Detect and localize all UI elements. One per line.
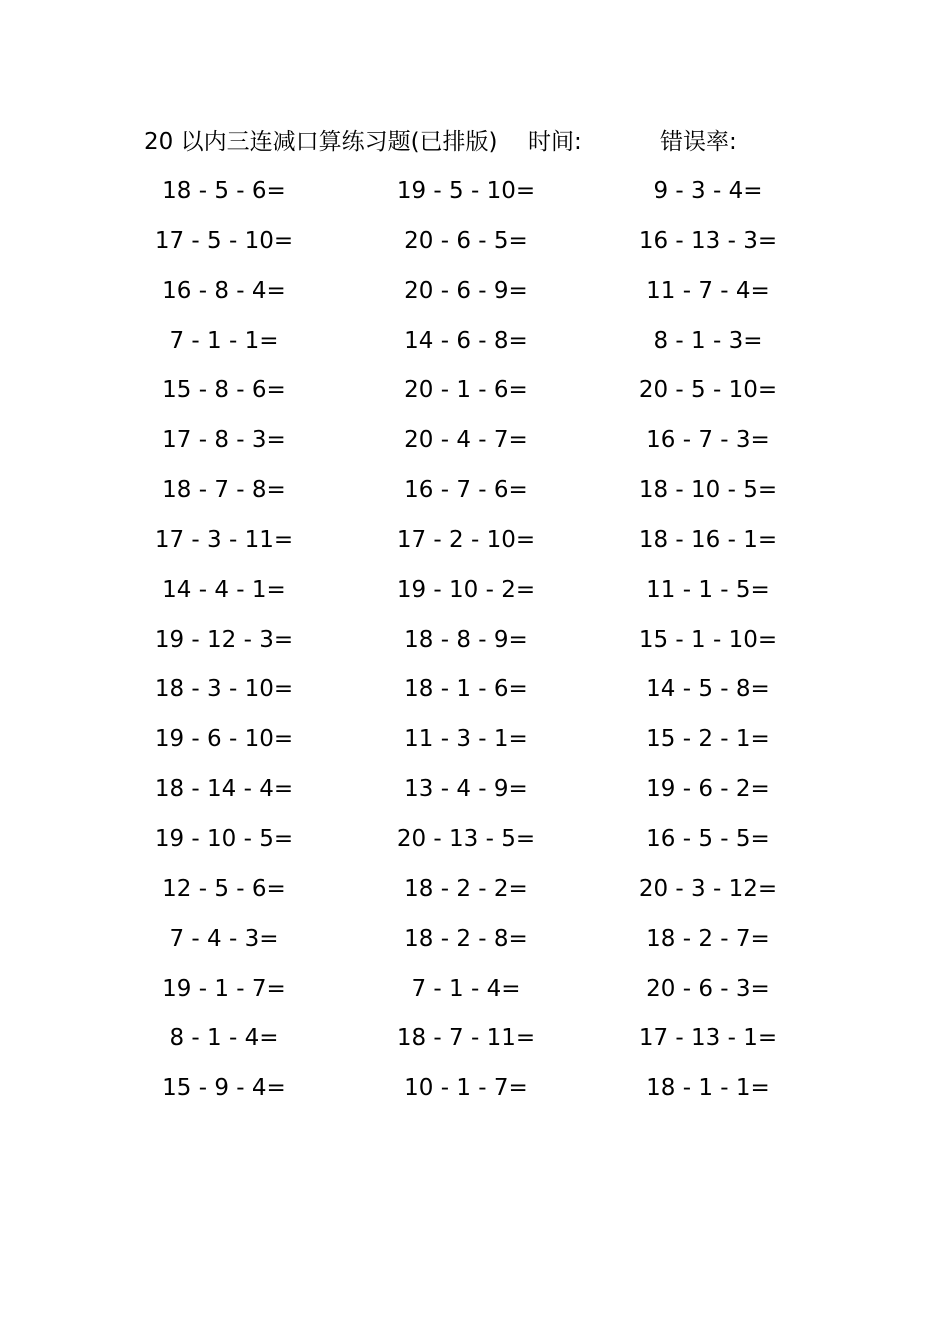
- problem-item: 20 - 6 - 9=: [404, 277, 528, 304]
- problem-row: [0, 471, 950, 521]
- problem-row: [0, 621, 950, 671]
- problem-item: 18 - 14 - 4=: [154, 776, 294, 803]
- problem-row: [0, 222, 950, 272]
- problem-row: [0, 272, 950, 322]
- problem-item: 18 - 1 - 6=: [404, 676, 528, 703]
- problem-item: 20 - 6 - 3=: [646, 975, 770, 1002]
- problem-item: 17 - 3 - 11=: [154, 526, 294, 553]
- problem-item: 16 - 8 - 4=: [162, 277, 286, 304]
- problem-item: 16 - 5 - 5=: [646, 825, 770, 852]
- worksheet-title: 20 以内三连减口算练习题(已排版): [144, 129, 498, 155]
- problem-item: 11 - 1 - 5=: [646, 576, 770, 603]
- problem-item: 11 - 3 - 1=: [404, 726, 528, 753]
- problem-item: 7 - 4 - 3=: [169, 925, 279, 952]
- problem-item: 19 - 12 - 3=: [154, 626, 294, 653]
- problem-item: 13 - 4 - 9=: [404, 776, 528, 803]
- problem-item: 20 - 4 - 7=: [404, 427, 528, 454]
- problem-row: [0, 322, 950, 372]
- problem-item: 18 - 16 - 1=: [638, 526, 778, 553]
- problem-item: 17 - 2 - 10=: [396, 526, 536, 553]
- problem-item: 18 - 3 - 10=: [154, 676, 294, 703]
- problem-item: 17 - 5 - 10=: [154, 227, 294, 254]
- problem-item: 20 - 1 - 6=: [404, 377, 528, 404]
- problem-row: [0, 1019, 950, 1069]
- problem-item: 19 - 10 - 5=: [154, 825, 294, 852]
- problem-row: [0, 1069, 950, 1119]
- problem-item: 15 - 8 - 6=: [162, 377, 286, 404]
- problem-row: [0, 521, 950, 571]
- problem-item: 18 - 7 - 8=: [162, 477, 286, 504]
- problem-item: 18 - 2 - 7=: [646, 925, 770, 952]
- problem-row: [0, 371, 950, 421]
- problem-item: 19 - 1 - 7=: [162, 975, 286, 1002]
- problem-item: 14 - 5 - 8=: [646, 676, 770, 703]
- problem-item: 18 - 2 - 2=: [404, 875, 528, 902]
- problem-row: [0, 720, 950, 770]
- problem-item: 15 - 9 - 4=: [162, 1075, 286, 1102]
- problem-item: 15 - 2 - 1=: [646, 726, 770, 753]
- problem-item: 19 - 6 - 10=: [154, 726, 294, 753]
- problem-item: 18 - 7 - 11=: [396, 1025, 536, 1052]
- problem-grid: [0, 172, 950, 1119]
- problem-item: 8 - 1 - 4=: [169, 1025, 279, 1052]
- worksheet-header: [144, 126, 844, 158]
- problem-item: 19 - 10 - 2=: [396, 576, 536, 603]
- problem-item: 20 - 13 - 5=: [396, 825, 536, 852]
- problem-row: [0, 670, 950, 720]
- problem-item: 18 - 1 - 1=: [646, 1075, 770, 1102]
- problem-item: 20 - 5 - 10=: [638, 377, 778, 404]
- problem-item: 7 - 1 - 4=: [411, 975, 521, 1002]
- problem-item: 20 - 6 - 5=: [404, 227, 528, 254]
- problem-item: 10 - 1 - 7=: [404, 1075, 528, 1102]
- error-rate-label: 错误率:: [660, 129, 737, 155]
- problem-item: 7 - 1 - 1=: [169, 327, 279, 354]
- problem-row: [0, 421, 950, 471]
- problem-item: 11 - 7 - 4=: [646, 277, 770, 304]
- problem-item: 14 - 4 - 1=: [162, 576, 286, 603]
- problem-row: [0, 770, 950, 820]
- problem-item: 9 - 3 - 4=: [653, 178, 763, 204]
- problem-item: 16 - 7 - 6=: [404, 477, 528, 504]
- problem-item: 8 - 1 - 3=: [653, 327, 763, 354]
- problem-item: 12 - 5 - 6=: [162, 875, 286, 902]
- problem-item: 19 - 5 - 10=: [396, 178, 536, 204]
- problem-row: [0, 172, 950, 222]
- problem-item: 16 - 7 - 3=: [646, 427, 770, 454]
- problem-item: 15 - 1 - 10=: [638, 626, 778, 653]
- problem-item: 16 - 13 - 3=: [638, 227, 778, 254]
- problem-item: 18 - 8 - 9=: [404, 626, 528, 653]
- problem-row: [0, 920, 950, 970]
- problem-row: [0, 970, 950, 1020]
- problem-row: [0, 571, 950, 621]
- problem-item: 14 - 6 - 8=: [404, 327, 528, 354]
- problem-item: 18 - 5 - 6=: [162, 178, 286, 204]
- problem-item: 17 - 13 - 1=: [638, 1025, 778, 1052]
- problem-item: 18 - 10 - 5=: [638, 477, 778, 504]
- problem-item: 17 - 8 - 3=: [162, 427, 286, 454]
- problem-item: 18 - 2 - 8=: [404, 925, 528, 952]
- problem-item: 20 - 3 - 12=: [638, 875, 778, 902]
- problem-item: 19 - 6 - 2=: [646, 776, 770, 803]
- problem-row: [0, 870, 950, 920]
- time-label: 时间:: [528, 129, 582, 155]
- problem-row: [0, 820, 950, 870]
